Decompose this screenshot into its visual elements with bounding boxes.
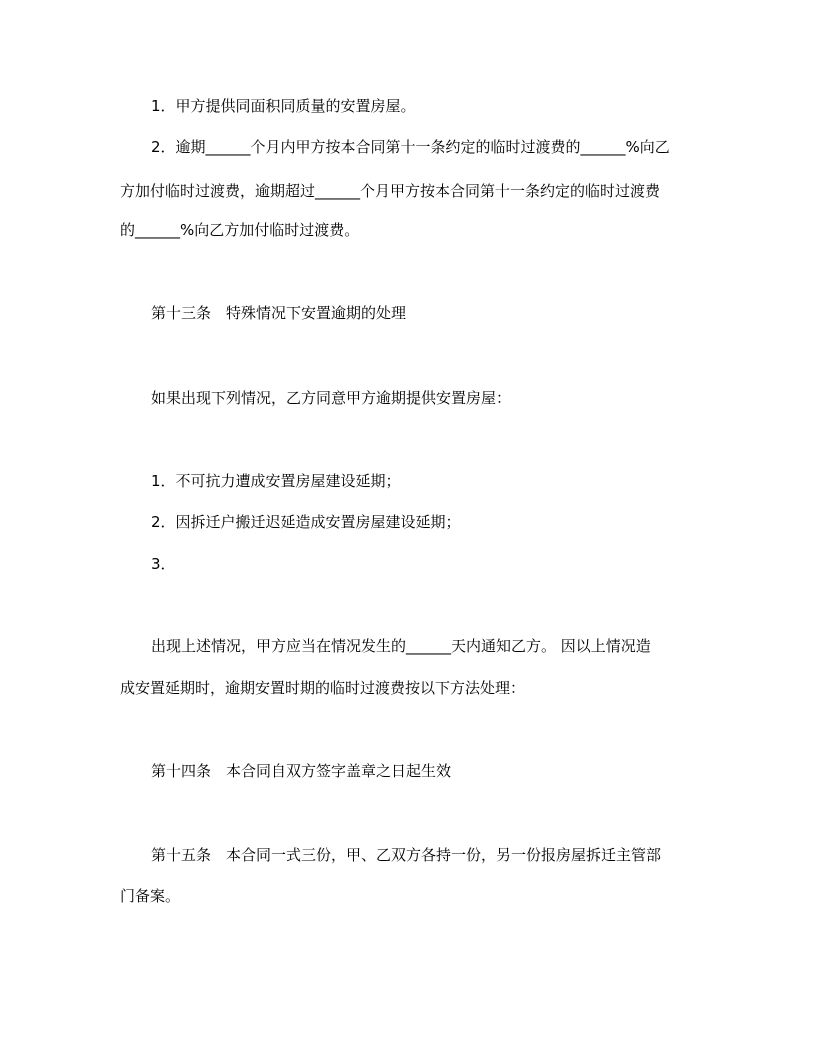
article-15-line-1: 第十五条 本合同一式三份，甲、乙双方各持一份，另一份报房屋拆迁主管部 bbox=[151, 846, 662, 864]
clause-item-1: 1．甲方提供同面积同质量的安置房屋。 bbox=[151, 97, 416, 115]
article-14: 第十四条 本合同自双方签字盖章之日起生效 bbox=[151, 762, 452, 780]
situation-item-2: 2．因拆迁户搬迁迟延造成安置房屋建设延期； bbox=[151, 513, 461, 531]
clause-item-2-line-2: 方加付临时过渡费，逾期超过______个月甲方按本合同第十一条约定的临时过渡费 bbox=[120, 182, 661, 200]
article-13-heading: 第十三条 特殊情况下安置逾期的处理 bbox=[151, 304, 407, 322]
article-15-line-2: 门备案。 bbox=[120, 887, 181, 905]
clause-item-2-line-3: 的______%向乙方加付临时过渡费。 bbox=[120, 221, 360, 239]
notice-paragraph-line-1: 出现上述情况，甲方应当在情况发生的______天内通知乙方。 因以上情况造 bbox=[151, 637, 651, 655]
article-13-intro: 如果出现下列情况，乙方同意甲方逾期提供安置房屋： bbox=[151, 389, 512, 407]
situation-item-3: 3． bbox=[151, 555, 176, 573]
situation-item-1: 1．不可抗力遭成安置房屋建设延期； bbox=[151, 472, 401, 490]
clause-item-2-line-1: 2．逾期______个月内甲方按本合同第十一条约定的临时过渡费的______%向乙 bbox=[151, 138, 670, 156]
notice-paragraph-line-2: 成安置延期时，逾期安置时期的临时过渡费按以下方法处理： bbox=[120, 679, 526, 697]
